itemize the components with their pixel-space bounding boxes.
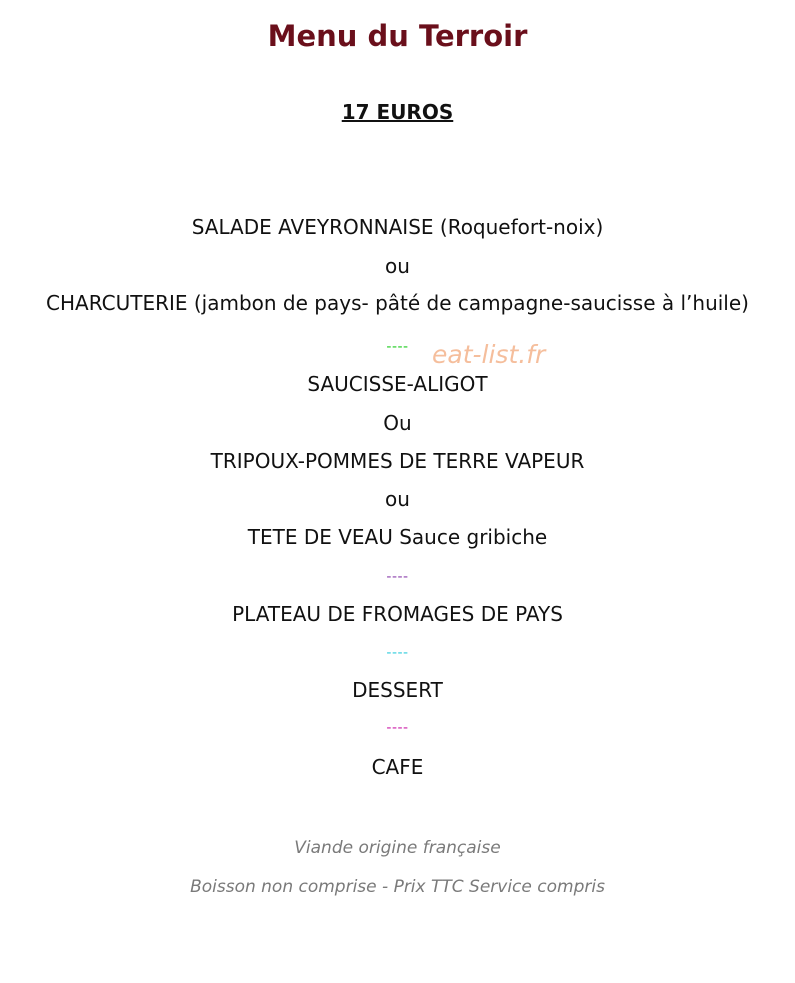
course-separator: ---- [386,569,409,585]
course-separator: ---- [386,339,409,355]
watermark: eat-list.fr [432,340,546,369]
menu-price: 17 EUROS [341,100,454,124]
main-option-aligot: SAUCISSE-ALIGOT [307,372,488,396]
or-separator-text: ou [385,254,410,278]
starter-option-salad: SALADE AVEYRONNAISE (Roquefort-noix) [191,215,604,239]
main-option-tripoux: TRIPOUX-POMMES DE TERRE VAPEUR [210,449,585,473]
or-separator-text: Ou [383,411,412,435]
main-option-tete-de-veau: TETE DE VEAU Sauce gribiche [247,525,548,549]
meat-origin-note: Viande origine française [294,838,501,858]
course-separator: ---- [386,645,409,661]
course-separator: ---- [386,720,409,736]
starter-option-charcuterie: CHARCUTERIE (jambon de pays- pâté de campagne-saucisse à l’huile) [46,291,749,315]
cheese-course: PLATEAU DE FROMAGES DE PAYS [232,602,563,626]
or-separator-text: ou [385,487,410,511]
dessert-course: DESSERT [352,678,443,702]
menu-title: Menu du Terroir [267,19,528,53]
coffee-course: CAFE [371,755,424,779]
drinks-price-note: Boisson non comprise - Prix TTC Service compris [190,877,605,897]
